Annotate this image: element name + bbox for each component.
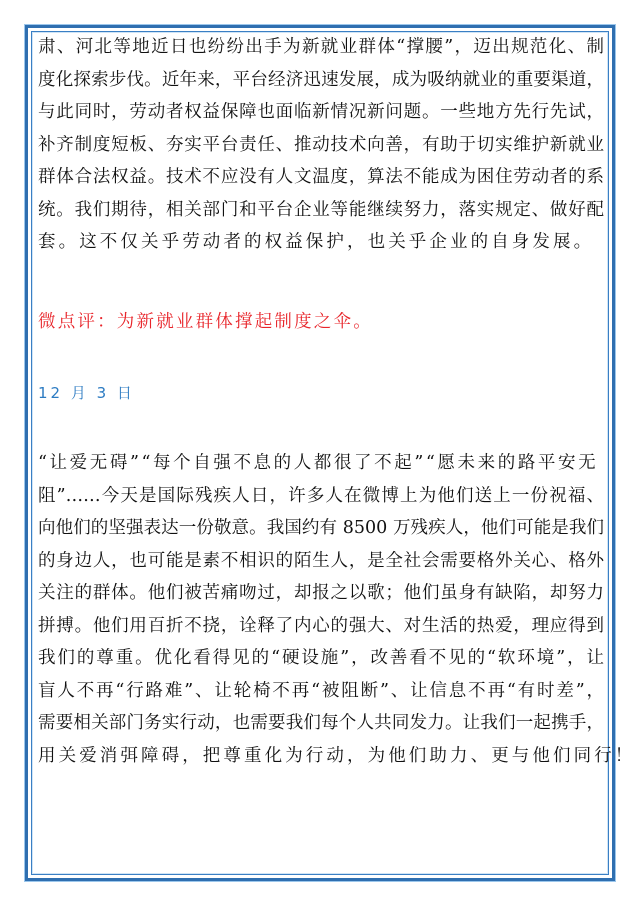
text-line: 套。这不仅关乎劳动者的权益保护，也关乎企业的自身发展。 bbox=[38, 232, 595, 252]
text-line: 的身边人，也可能是素不相识的陌生人，是全社会需要格外关心、格外 bbox=[38, 550, 604, 571]
text-line: 用关爱消弭障碍，把尊重化为行动，为他们助力、更与他们同行！ bbox=[38, 745, 636, 766]
text-line: 我们的尊重。优化看得见的“硬设施”，改善看不见的“软环境”，让 bbox=[38, 648, 604, 668]
text-line: 向他们的坚强表达一份敬意。我国约有 8500 万残疾人，他们可能是我们 bbox=[38, 518, 604, 538]
text-line: 补齐制度短板、夯实平台责任、推动技术向善，有助于切实维护新就业 bbox=[38, 134, 604, 155]
text-line: 需要相关部门务实行动，也需要我们每个人共同发力。让我们一起携手， bbox=[38, 713, 604, 733]
commentary-line: 微点评：为新就业群体撑起制度之伞。 bbox=[38, 312, 373, 332]
text-line: 拼搏。他们用百折不挠，诠释了内心的强大、对生活的热爱，理应得到 bbox=[38, 615, 604, 636]
text-line: 盲人不再“行路难”、让轮椅不再“被阻断”、让信息不再“有时差”， bbox=[38, 680, 604, 701]
text-line: “让爱无碍”“每个自强不息的人都很了不起”“愿未来的路平安无 bbox=[38, 453, 599, 473]
date-heading: 12 月 3 日 bbox=[38, 384, 135, 402]
text-line: 与此同时，劳动者权益保障也面临新情况新问题。一些地方先行先试， bbox=[38, 102, 604, 122]
text-line: 度化探索步伐。近年来，平台经济迅速发展，成为吸纳就业的重要渠道， bbox=[38, 69, 604, 90]
text-line: 群体合法权益。技术不应没有人文温度，算法不能成为困住劳动者的系 bbox=[38, 167, 604, 187]
text-line: 阻”……今天是国际残疾人日，许多人在微博上为他们送上一份祝福、 bbox=[38, 485, 604, 506]
text-line: 统。我们期待，相关部门和平台企业等能继续努力，落实规定、做好配 bbox=[38, 199, 604, 220]
text-line: 关注的群体。他们被苦痛吻过，却报之以歌；他们虽身有缺陷，却努力 bbox=[38, 583, 604, 603]
text-line: 肃、河北等地近日也纷纷出手为新就业群体“撑腰”，迈出规范化、制 bbox=[38, 37, 604, 57]
